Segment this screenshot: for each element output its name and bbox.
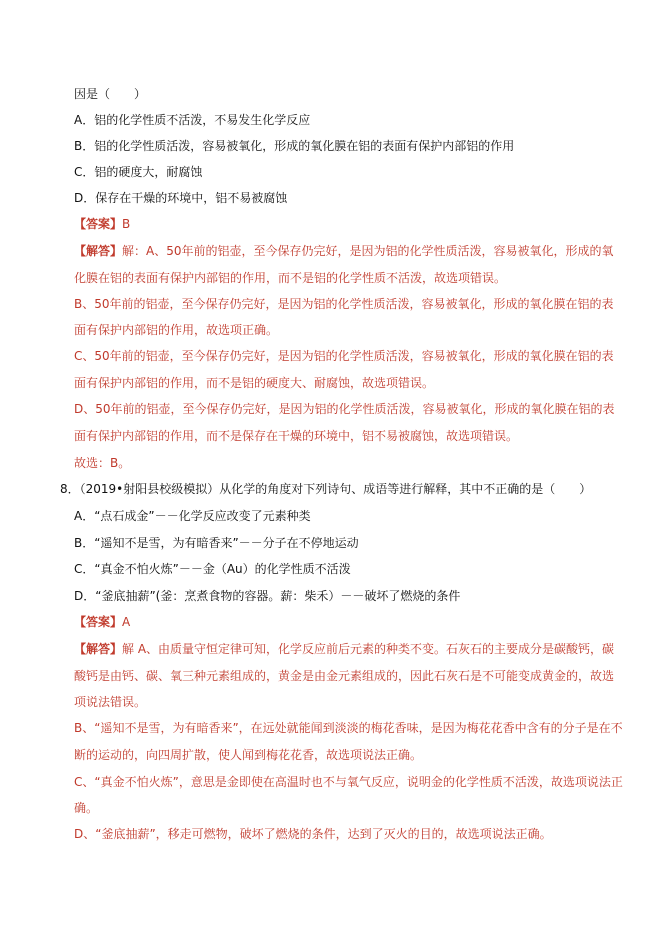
q7-analysis-line-3: B、50年前的铝壶，至今保存仍完好，是因为铝的化学性质活泼，容易被氧化，形成的氧化膜在铝的表 xyxy=(74,297,614,311)
q8-analysis-text-1: 解 A、由质量守恒定律可知，化学反应前后元素的种类不变。石灰石的主要成分是碳酸钙，碳 xyxy=(122,642,615,656)
q8-analysis-line-2: 酸钙是由钙、碳、氧三种元素组成的，黄金是由金元素组成的，因此石灰石是不可能变成黄金的，故选 xyxy=(74,669,615,683)
q8-analysis-line-7: 确。 xyxy=(74,801,99,815)
q7-analysis-line-8: 面有保护内部铝的作用，而不是保存在干燥的环境中，铝不易被腐蚀，故选项错误。 xyxy=(74,429,519,443)
q8-analysis-line-4: B、“遥知不是雪，为有暗香来”，在远处就能闻到淡淡的梅花香味，是因为梅花花香中含有的分子是在不 xyxy=(74,721,623,735)
q7-analysis-text-1: 解：A、50年前的铝壶，至今保存仍完好，是因为铝的化学性质活泼，容易被氧化，形成的氧 xyxy=(122,244,614,258)
q7-answer xyxy=(74,216,634,233)
q8-option-b: B．“遥知不是雪，为有暗香来”－－分子在不停地运动 xyxy=(74,536,359,550)
q7-analysis-line-2: 化膜在铝的表面有保护内部铝的作用，而不是铝的化学性质不活泼，故选项错误。 xyxy=(74,271,507,285)
q7-option-a: A．铝的化学性质不活泼，不易发生化学反应 xyxy=(74,113,311,127)
q8-answer-tag: 【答案】 xyxy=(74,615,123,629)
q8-analysis-line-3: 项说法错误。 xyxy=(74,695,147,709)
q7-answer-tag: 【答案】 xyxy=(74,217,123,231)
q7-conclusion: 故选：B。 xyxy=(74,456,131,470)
q7-analysis-line-6: 面有保护内部铝的作用，而不是铝的硬度大、耐腐蚀，故选项错误。 xyxy=(74,376,435,390)
q8-option-a: A．“点石成金”－－化学反应改变了元素种类 xyxy=(74,509,311,523)
q7-analysis-tag: 【解答】 xyxy=(74,244,123,258)
q7-answer-value: B xyxy=(122,217,131,231)
q8-analysis-line-8: D、“釜底抽薪”，移走可燃物，破坏了燃烧的条件，达到了灭火的目的，故选项说法正确。 xyxy=(74,827,552,841)
q8-analysis-tag: 【解答】 xyxy=(74,642,123,656)
q8-analysis-line-5: 断的运动的，向四周扩散，使人闻到梅花花香，故选项说法正确。 xyxy=(74,748,423,762)
q8-answer-value: A xyxy=(122,615,131,629)
q8-analysis-line-6: C、“真金不怕火炼”，意思是金即使在高温时也不与氧气反应，说明金的化学性质不活泼，故选项说法正 xyxy=(74,775,623,789)
q8-stem: 8．（2019•射阳县校级模拟）从化学的角度对下列诗句、成语等进行解释，其中不正确的是（ ） xyxy=(60,482,592,496)
q7-stem-tail: 因是（ ） xyxy=(74,87,147,101)
q7-option-d: D．保存在干燥的环境中，铝不易被腐蚀 xyxy=(74,191,288,205)
q8-analysis-line-1 xyxy=(74,641,634,658)
q7-analysis-line-5: C、50年前的铝壶，至今保存仍完好，是因为铝的化学性质活泼，容易被氧化，形成的氧化膜在铝的表 xyxy=(74,349,614,363)
q8-option-d: D．“釜底抽薪”(釜：烹煮食物的容器。薪：柴禾）－－破坏了燃烧的条件 xyxy=(74,589,461,603)
q7-option-c: C．铝的硬度大，耐腐蚀 xyxy=(74,165,203,179)
q8-option-c: C．“真金不怕火炼”－－金（Au）的化学性质不活泼 xyxy=(74,562,351,576)
q8-answer xyxy=(74,614,634,631)
q7-analysis-line-4: 面有保护内部铝的作用，故选项正确。 xyxy=(74,323,279,337)
q7-analysis-line-7: D、50年前的铝壶，至今保存仍完好，是因为铝的化学性质活泼，容易被氧化，形成的氧化膜在铝的表 xyxy=(74,402,615,416)
q7-option-b: B．铝的化学性质活泼，容易被氧化，形成的氧化膜在铝的表面有保护内部铝的作用 xyxy=(74,139,515,153)
q7-analysis-line-1 xyxy=(74,243,634,260)
